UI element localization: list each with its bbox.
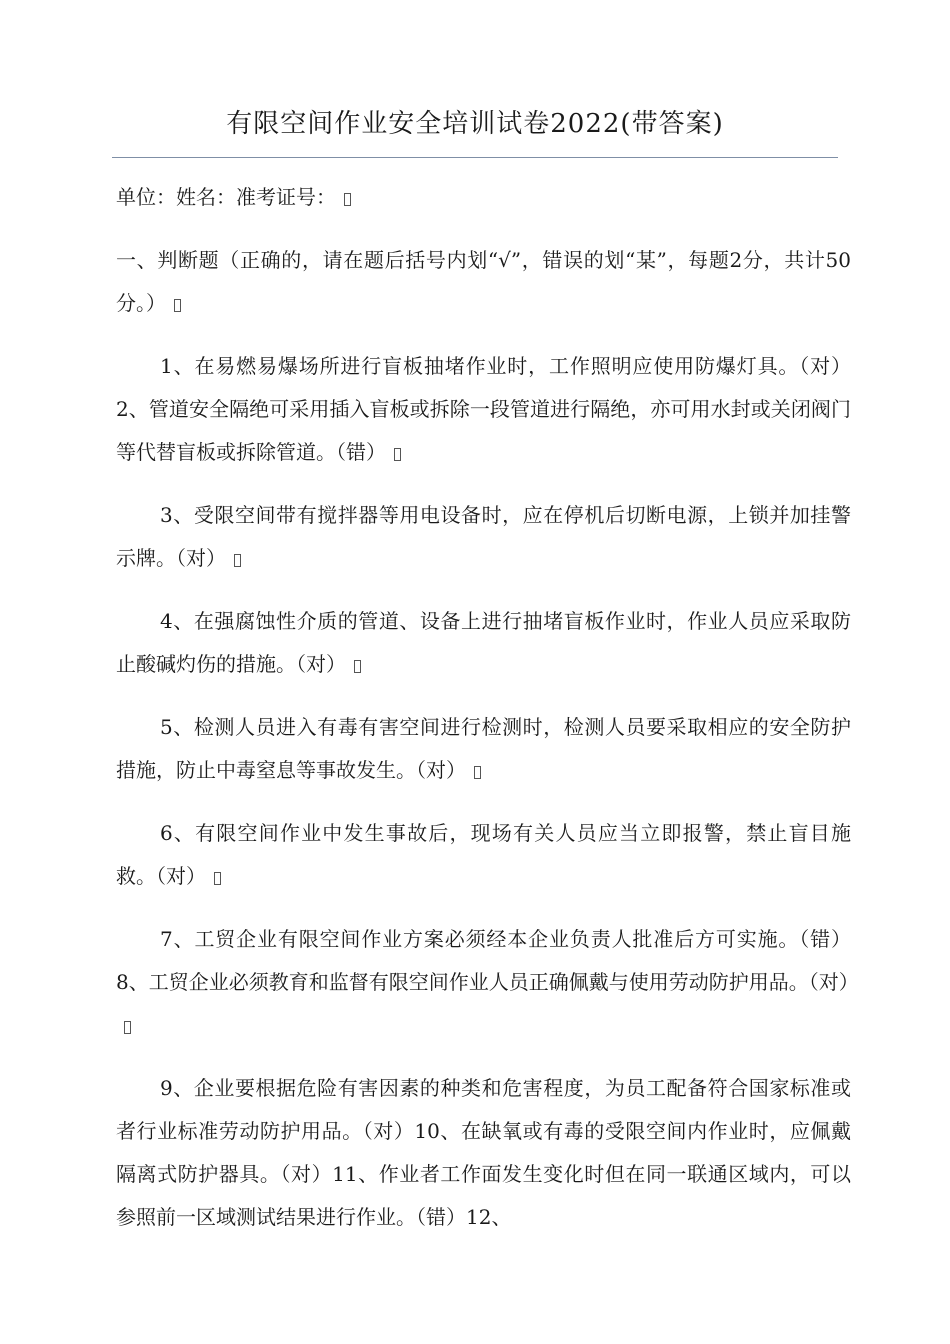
paragraph-mark-icon [214, 872, 221, 885]
paragraph-mark-icon [174, 299, 181, 312]
paragraph-mark-icon [354, 660, 361, 673]
question-text: 9、企业要根据危险有害因素的种类和危害程度，为员工配备符合国家标准或者行业标准劳动防护用品。（对）10、在缺氧或有毒的受限空间内作业时，应佩戴隔离式防护器具。（对）11、作业者工作面发生变化时但在同一联通区域内，可以参照前一区域测试结果进行作业。（错）12、 [116, 1076, 851, 1229]
title-divider [112, 157, 838, 158]
section-intro [116, 239, 851, 325]
question-paragraph [116, 706, 851, 792]
document-title: 有限空间作业安全培训试卷2022(带答案) [226, 109, 724, 139]
header-line [116, 176, 851, 219]
question-paragraph [116, 1067, 851, 1239]
question-text: 6、有限空间作业中发生事故后，现场有关人员应当立即报警，禁止盲目施救。（对） [116, 821, 851, 888]
header-line-text: 单位：姓名：准考证号： [116, 185, 336, 209]
question-text: 4、在强腐蚀性介质的管道、设备上进行抽堵盲板作业时，作业人员应采取防止酸碱灼伤的措施。（对） [116, 609, 851, 676]
paragraph-mark-icon [234, 554, 241, 567]
question-paragraph [116, 600, 851, 686]
question-text: 1、在易燃易爆场所进行盲板抽堵作业时，工作照明应使用防爆灯具。（对）2、管道安全隔绝可采用插入盲板或拆除一段管道进行隔绝，亦可用水封或关闭阀门等代替盲板或拆除管道。（错） [116, 354, 851, 464]
paragraph-mark-icon [124, 1021, 131, 1034]
question-paragraph [116, 494, 851, 580]
paragraph-mark-icon [394, 448, 401, 461]
question-paragraph [116, 812, 851, 898]
paragraph-mark-icon [474, 766, 481, 779]
document-body [116, 176, 859, 1259]
paragraph-mark-icon [344, 193, 351, 206]
question-text: 5、检测人员进入有毒有害空间进行检测时，检测人员要采取相应的安全防护措施，防止中毒窒息等事故发生。（对） [116, 715, 851, 782]
question-text: 7、工贸企业有限空间作业方案必须经本企业负责人批准后方可实施。（错）8、工贸企业必须教育和监督有限空间作业人员正确佩戴与使用劳动防护用品。（对） [116, 927, 859, 994]
section-intro-text: 一、判断题（正确的，请在题后括号内划“√”，错误的划“某”，每题2分，共计50分。） [116, 248, 851, 315]
question-paragraph [116, 345, 851, 474]
question-paragraph [116, 918, 859, 1047]
question-text: 3、受限空间带有搅拌器等用电设备时，应在停机后切断电源，上锁并加挂警示牌。（对） [116, 503, 851, 570]
